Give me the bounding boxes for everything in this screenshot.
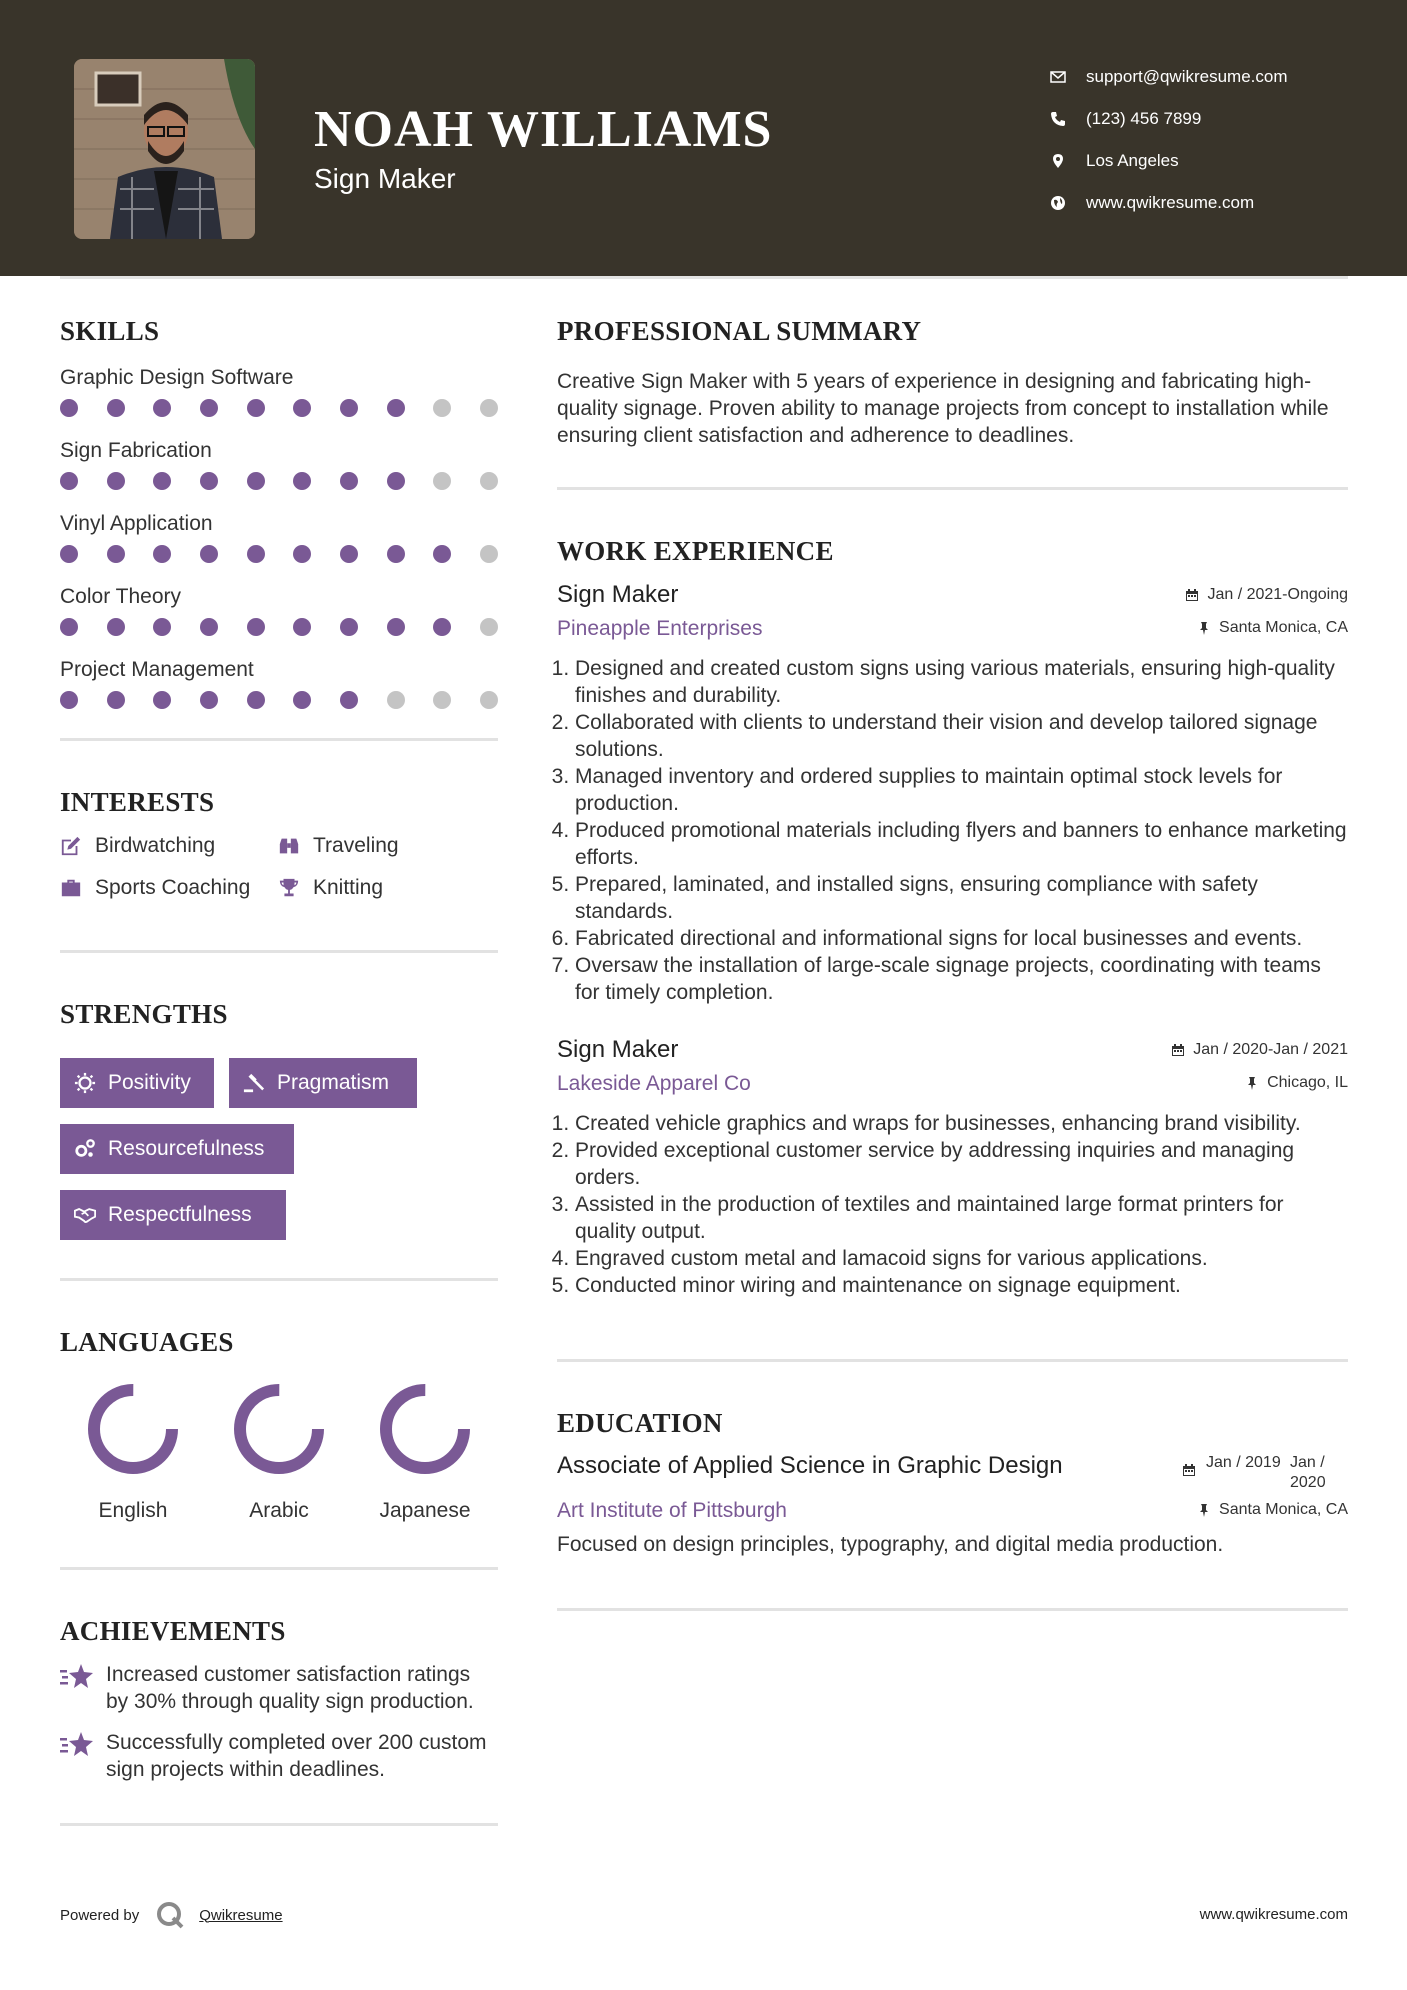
job-bullet: 4. Produced promotional materials including flyers and banners to enhance marketing efforts. [575, 817, 1348, 871]
job-entry [557, 1036, 1348, 1299]
candidate-name: NOAH WILLIAMS [314, 101, 773, 158]
strength-badge [229, 1058, 417, 1108]
interest-label: Birdwatching [95, 834, 216, 857]
job-bullet: 2. Collaborated with clients to understand their vision and develop tailored signage solutions. [575, 709, 1348, 763]
skill-rating [60, 611, 498, 655]
rating-dot-filled [60, 618, 78, 636]
contact-list [1050, 56, 1370, 224]
divider [60, 1278, 498, 1281]
rating-dot-filled [60, 691, 78, 709]
rating-dot-filled [200, 691, 218, 709]
job-dates [1171, 1041, 1348, 1059]
rating-dot-filled [340, 472, 358, 490]
rating-dot-filled [387, 618, 405, 636]
job-bullet: 4. Engraved custom metal and lamacoid signs for various applications. [575, 1245, 1348, 1272]
contact-website[interactable] [1050, 182, 1370, 224]
language-item [206, 1381, 352, 1523]
achievements-section [60, 1618, 498, 1783]
rating-dot-filled [107, 399, 125, 417]
map-pin-icon [1050, 153, 1086, 169]
job-bullet: 5. Conducted minor wiring and maintenance on signage equipment. [575, 1272, 1348, 1299]
strength-badge [60, 1190, 286, 1240]
strengths-list [60, 1058, 498, 1240]
language-ring-arc [240, 1390, 318, 1468]
job-bullet: 5. Prepared, laminated, and installed signs, ensuring compliance with safety standards. [575, 871, 1348, 925]
rating-dot-filled [247, 618, 265, 636]
experience-title: WORK EXPERIENCE [557, 536, 834, 566]
education-subheader [557, 1499, 1348, 1523]
achievement-item [60, 1729, 498, 1783]
calendar-icon [1171, 1043, 1185, 1057]
qwikresume-link[interactable]: Qwikresume [199, 1906, 283, 1924]
achievement-item [60, 1661, 498, 1715]
calendar-icon [1185, 588, 1199, 602]
skill-rating [60, 392, 498, 436]
job-bullet: 6. Fabricated directional and informational signs for local businesses and events. [575, 925, 1348, 952]
strength-badge [60, 1124, 294, 1174]
interest-item [278, 834, 498, 858]
rating-dot-filled [153, 399, 171, 417]
rating-dot-filled [200, 618, 218, 636]
rating-dot-filled [200, 399, 218, 417]
divider [60, 1567, 498, 1570]
divider [557, 1359, 1348, 1362]
rating-dot-empty [433, 691, 451, 709]
contact-email[interactable] [1050, 56, 1370, 98]
contact-website-text: www.qwikresume.com [1086, 193, 1255, 212]
strength-label: Positivity [108, 1071, 191, 1094]
job-header [557, 581, 1348, 609]
interest-item [278, 876, 498, 900]
gears-icon [74, 1138, 96, 1160]
job-bullets [557, 1110, 1348, 1299]
experience-section [557, 538, 1348, 1299]
education-title: EDUCATION [557, 1408, 723, 1438]
job-bullet: 2. Provided exceptional customer service by addressing inquiries and managing orders. [575, 1137, 1348, 1191]
job-title: Sign Maker [557, 581, 679, 608]
strength-label: Pragmatism [277, 1071, 390, 1094]
skill-rating [60, 684, 498, 728]
rating-dot-empty [480, 691, 498, 709]
rating-dot-filled [107, 618, 125, 636]
rating-dot-filled [340, 545, 358, 563]
globe-icon [1050, 195, 1086, 211]
skill-name: Project Management [60, 658, 254, 681]
strengths-section [60, 1001, 498, 1240]
profile-photo [74, 59, 255, 239]
rating-dot-filled [293, 399, 311, 417]
resume-header [0, 0, 1407, 276]
education-description: Focused on design principles, typography, and digital media production. [557, 1533, 1224, 1556]
rating-dot-filled [293, 545, 311, 563]
rating-dot-empty [480, 472, 498, 490]
rating-dot-filled [60, 545, 78, 563]
rating-dot-filled [153, 472, 171, 490]
rating-dot-filled [247, 691, 265, 709]
rating-dot-filled [107, 545, 125, 563]
job-location-text: Santa Monica, CA [1219, 619, 1348, 636]
job-location [1197, 619, 1348, 637]
shooting-star-icon [60, 1661, 94, 1691]
contact-phone[interactable] [1050, 98, 1370, 140]
summary-text: Creative Sign Maker with 5 years of experience in designing and fabricating high-quality signage. Proven ability to manage projects from concept to installation while ensuring client satisfaction and adherence to deadlines. [557, 370, 1329, 447]
contact-email-text: support@qwikresume.com [1086, 67, 1288, 86]
job-dates-text: Jan / 2020-Jan / 2021 [1193, 1041, 1348, 1058]
language-ring [377, 1381, 473, 1477]
candidate-title: Sign Maker [314, 163, 456, 194]
rating-dot-filled [293, 472, 311, 490]
job-subheader [557, 1072, 1348, 1096]
skill-item [60, 582, 498, 655]
envelope-icon [1050, 69, 1086, 85]
rating-dot-filled [387, 472, 405, 490]
languages-title: LANGUAGES [60, 1327, 234, 1357]
language-ring [231, 1381, 327, 1477]
rating-dot-empty [480, 618, 498, 636]
interest-item [60, 876, 278, 900]
rating-dot-filled [200, 545, 218, 563]
rating-dot-filled [433, 545, 451, 563]
rating-dot-empty [433, 472, 451, 490]
briefcase-icon [60, 877, 82, 899]
language-name: English [98, 1499, 168, 1522]
profile-photo-image [74, 59, 255, 239]
rating-dot-filled [107, 691, 125, 709]
language-name: Japanese [379, 1499, 471, 1522]
powered-by-text: Powered by [60, 1906, 140, 1924]
right-column [557, 318, 1348, 1611]
languages-list [60, 1381, 498, 1523]
contact-location [1050, 140, 1370, 182]
job-location-text: Chicago, IL [1267, 1074, 1348, 1091]
rating-dot-empty [480, 545, 498, 563]
job-location [1245, 1074, 1348, 1092]
skill-item [60, 436, 498, 509]
job-bullet: 3. Assisted in the production of textiles and maintained large format printers for quality output. [575, 1191, 1348, 1245]
divider [557, 1608, 1348, 1611]
rating-dot-filled [247, 545, 265, 563]
divider [60, 738, 498, 741]
rating-dot-filled [433, 618, 451, 636]
education-start: Jan / 2019 [1206, 1454, 1281, 1471]
footer-powered-by [60, 1900, 283, 1930]
language-ring [85, 1381, 181, 1477]
language-name: Arabic [249, 1499, 309, 1522]
rating-dot-filled [60, 399, 78, 417]
sun-icon [74, 1072, 96, 1094]
interests-list [60, 834, 498, 900]
job-bullet: 1. Created vehicle graphics and wraps for businesses, enhancing brand visibility. [575, 1110, 1348, 1137]
left-column [60, 318, 498, 1826]
education-location [1197, 1501, 1348, 1519]
education-end: Jan / 2020 [1290, 1454, 1326, 1491]
skill-name: Sign Fabrication [60, 439, 212, 462]
summary-title: PROFESSIONAL SUMMARY [557, 316, 922, 346]
rating-dot-filled [293, 691, 311, 709]
strengths-title: STRENGTHS [60, 999, 228, 1029]
job-dates-text: Jan / 2021-Ongoing [1207, 586, 1348, 603]
skills-section [60, 318, 498, 728]
phone-icon [1050, 111, 1086, 127]
languages-section [60, 1329, 498, 1523]
language-item [60, 1381, 206, 1523]
strength-label: Resourcefulness [108, 1137, 265, 1160]
pushpin-icon [1197, 1503, 1211, 1517]
degree-name: Associate of Applied Science in Graphic Design [557, 1452, 1063, 1479]
rating-dot-filled [153, 545, 171, 563]
language-item [352, 1381, 498, 1523]
achievements-list [60, 1661, 498, 1783]
education-section [557, 1410, 1348, 1558]
edit-icon [60, 835, 82, 857]
skill-rating [60, 465, 498, 509]
interests-title: INTERESTS [60, 787, 215, 817]
pushpin-icon [1197, 621, 1211, 635]
interest-label: Sports Coaching [95, 876, 251, 899]
rating-dot-filled [340, 618, 358, 636]
language-ring-arc [94, 1390, 172, 1468]
rating-dot-filled [387, 545, 405, 563]
rating-dot-filled [387, 399, 405, 417]
job-subheader [557, 617, 1348, 641]
rating-dot-filled [340, 399, 358, 417]
interest-item [60, 834, 278, 858]
rating-dot-filled [153, 691, 171, 709]
divider [557, 487, 1348, 490]
rating-dot-filled [340, 691, 358, 709]
calendar-icon [1182, 1463, 1196, 1477]
job-entry [557, 581, 1348, 1006]
achievement-text: Increased customer satisfaction ratings by 30% through quality sign production. [106, 1663, 474, 1713]
rating-dot-filled [200, 472, 218, 490]
skill-item [60, 655, 498, 728]
interests-section [60, 789, 498, 900]
rating-dot-filled [247, 399, 265, 417]
contact-location-text: Los Angeles [1086, 151, 1179, 170]
skills-title: SKILLS [60, 316, 160, 346]
company-name: Lakeside Apparel Co [557, 1072, 751, 1095]
skill-item [60, 509, 498, 582]
binoculars-icon [278, 835, 300, 857]
qwikresume-logo-icon [155, 1900, 185, 1930]
language-ring-arc [386, 1390, 464, 1468]
company-name: Pineapple Enterprises [557, 617, 763, 640]
strength-label: Respectfulness [108, 1203, 252, 1226]
school-name: Art Institute of Pittsburgh [557, 1499, 787, 1522]
skill-name: Vinyl Application [60, 512, 213, 535]
achievement-text: Successfully completed over 200 custom sign projects within deadlines. [106, 1731, 487, 1781]
rating-dot-empty [433, 399, 451, 417]
interest-label: Traveling [313, 834, 399, 857]
skills-list [60, 363, 498, 728]
job-title: Sign Maker [557, 1036, 679, 1063]
interest-label: Knitting [313, 876, 384, 899]
trophy-icon [278, 877, 300, 899]
skill-item [60, 363, 498, 436]
rating-dot-filled [107, 472, 125, 490]
rating-dot-empty [480, 399, 498, 417]
divider [60, 1823, 498, 1826]
gavel-icon [243, 1072, 265, 1094]
job-header [557, 1036, 1348, 1064]
job-bullet: 7. Oversaw the installation of large-scale signage projects, coordinating with teams for timely completion. [575, 952, 1348, 1006]
job-dates [1185, 586, 1348, 604]
footer-website[interactable]: www.qwikresume.com [1199, 1906, 1348, 1923]
handshake-icon [74, 1204, 96, 1226]
job-bullet: 1. Designed and created custom signs using various materials, ensuring high-quality finishes and durability. [575, 655, 1348, 709]
job-bullets [557, 655, 1348, 1006]
education-dates [1182, 1453, 1348, 1493]
education-location-text: Santa Monica, CA [1219, 1501, 1348, 1518]
education-header [557, 1451, 1348, 1493]
rating-dot-filled [247, 472, 265, 490]
summary-section [557, 318, 1348, 449]
rating-dot-filled [153, 618, 171, 636]
rating-dot-filled [293, 618, 311, 636]
skill-name: Graphic Design Software [60, 366, 294, 389]
contact-phone-text: (123) 456 7899 [1086, 109, 1202, 128]
pushpin-icon [1245, 1076, 1259, 1090]
rating-dot-empty [387, 691, 405, 709]
skill-name: Color Theory [60, 585, 181, 608]
divider [60, 950, 498, 953]
rating-dot-filled [60, 472, 78, 490]
job-bullet: 3. Managed inventory and ordered supplies to maintain optimal stock levels for production. [575, 763, 1348, 817]
achievements-title: ACHIEVEMENTS [60, 1616, 286, 1646]
header-divider [60, 276, 1348, 279]
shooting-star-icon [60, 1729, 94, 1759]
skill-rating [60, 538, 498, 582]
strength-badge [60, 1058, 214, 1108]
